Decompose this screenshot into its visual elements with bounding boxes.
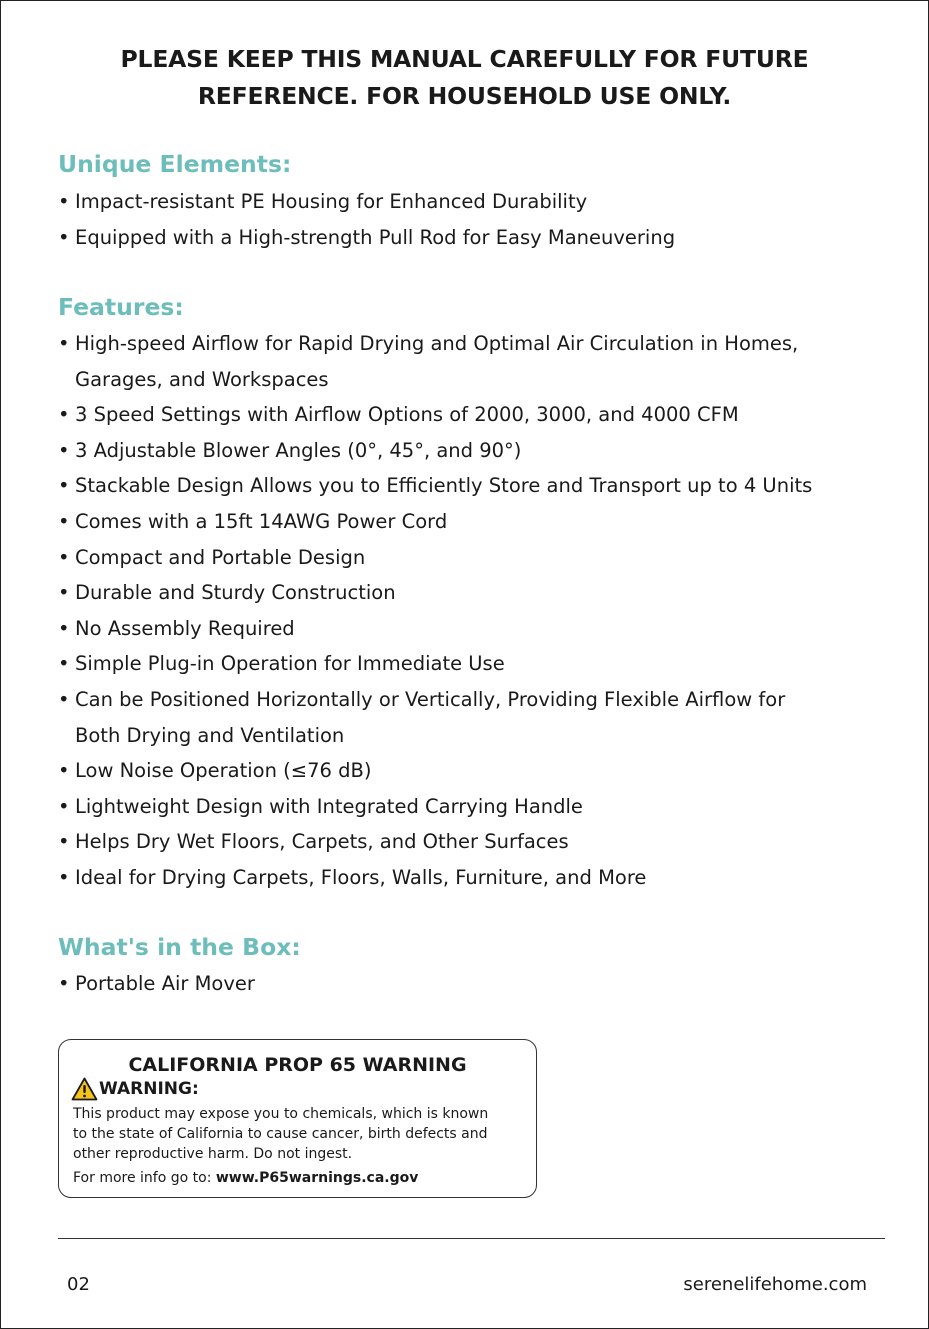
- warning-body-line-3: other reproductive harm. Do not ingest.: [73, 1146, 353, 1162]
- list-item: [58, 789, 878, 825]
- warning-more-url[interactable]: www.P65warnings.ca.gov: [215, 1170, 419, 1186]
- features-list: [58, 326, 878, 896]
- list-item-text: Helps Dry Wet Floors, Carpets, and Other Surfaces: [75, 830, 569, 854]
- footer-divider: [58, 1238, 885, 1239]
- list-item: [58, 611, 878, 647]
- bullet-dot: •: [58, 972, 70, 995]
- list-item-text: Low Noise Operation (≤76 dB): [75, 759, 372, 783]
- list-item: [58, 860, 878, 896]
- bullet-dot: •: [58, 830, 70, 854]
- list-item: [58, 682, 878, 753]
- list-item: [58, 220, 878, 256]
- bullet-dot: •: [58, 225, 70, 249]
- list-item-text: Equipped with a High-strength Pull Rod for Easy Maneuvering: [75, 225, 676, 249]
- list-item-text: Compact and Portable Design: [75, 545, 366, 569]
- header-notice-line-1: PLEASE KEEP THIS MANUAL CAREFULLY FOR FUTURE: [120, 45, 809, 73]
- footer-website[interactable]: serenelifehome.com: [683, 1274, 867, 1295]
- page-number: 02: [67, 1274, 90, 1295]
- bullet-dot: •: [58, 403, 70, 427]
- bullet-dot: •: [58, 794, 70, 818]
- list-item-text: 3 Adjustable Blower Angles (0°, 45°, and 90°): [75, 438, 522, 462]
- list-item: [58, 540, 878, 576]
- box-contents-title: What's in the Box:: [58, 933, 301, 961]
- unique-elements-list: [58, 184, 878, 255]
- list-item-text: Simple Plug-in Operation for Immediate Use: [75, 652, 505, 676]
- list-item-text: Can be Positioned Horizontally or Vertically, Providing Flexible Airflow for Both Drying and Ventilation: [75, 687, 786, 747]
- list-item: [58, 326, 878, 397]
- bullet-dot: •: [58, 581, 70, 605]
- bullet-dot: •: [58, 865, 70, 889]
- prop65-warning-box: [58, 1039, 537, 1198]
- list-item-text: Portable Air Mover: [75, 972, 255, 995]
- list-item-text: High-speed Airflow for Rapid Drying and Optimal Air Circulation in Homes, Garages, and Workspaces: [75, 332, 799, 391]
- bullet-dot: •: [58, 332, 70, 355]
- list-item-text: Ideal for Drying Carpets, Floors, Walls, Furniture, and More: [75, 865, 647, 889]
- list-item-text: Durable and Sturdy Construction: [75, 581, 396, 605]
- list-item: [58, 468, 878, 504]
- bullet-dot: •: [58, 616, 70, 640]
- bullet-dot: •: [58, 759, 70, 783]
- list-item-text: Impact-resistant PE Housing for Enhanced Durability: [75, 190, 588, 213]
- list-item-text: Stackable Design Allows you to Efficiently Store and Transport up to 4 Units: [75, 474, 813, 498]
- list-item: [58, 824, 878, 860]
- warning-body-line-1: This product may expose you to chemicals, which is known: [73, 1106, 489, 1122]
- header-notice-line-2: REFERENCE. FOR HOUSEHOLD USE ONLY.: [197, 82, 732, 110]
- list-item: [58, 646, 878, 682]
- list-item: [58, 433, 878, 469]
- unique-elements-title: Unique Elements:: [58, 150, 292, 178]
- list-item: [58, 184, 878, 220]
- bullet-dot: •: [58, 190, 70, 213]
- bullet-dot: •: [58, 438, 70, 462]
- warning-body-line-2: to the state of California to cause cancer, birth defects and: [73, 1126, 488, 1142]
- prop65-warning-title: CALIFORNIA PROP 65 WARNING: [128, 1054, 467, 1076]
- bullet-dot: •: [58, 545, 70, 569]
- warning-label-row: [71, 1076, 199, 1102]
- warning-triangle-icon: [71, 1077, 98, 1101]
- warning-more-prefix: For more info go to:: [73, 1170, 216, 1186]
- warning-more-info: [73, 1168, 418, 1188]
- list-item-text: 3 Speed Settings with Airflow Options of 2000, 3000, and 4000 CFM: [75, 403, 739, 427]
- list-item: [58, 966, 878, 1002]
- header-notice: [1, 41, 928, 115]
- list-item: [58, 504, 878, 540]
- warning-body: [73, 1104, 529, 1164]
- bullet-dot: •: [58, 652, 70, 676]
- features-title: Features:: [58, 293, 184, 321]
- list-item: [58, 753, 878, 789]
- bullet-dot: •: [58, 687, 70, 711]
- list-item-text: No Assembly Required: [75, 616, 295, 640]
- bullet-dot: •: [58, 474, 70, 498]
- list-item-text: Lightweight Design with Integrated Carrying Handle: [75, 794, 583, 818]
- list-item: [58, 397, 878, 433]
- list-item-text: Comes with a 15ft 14AWG Power Cord: [75, 509, 448, 533]
- list-item: [58, 575, 878, 611]
- bullet-dot: •: [58, 509, 70, 533]
- box-contents-list: [58, 966, 878, 1002]
- warning-label: WARNING:: [99, 1079, 199, 1099]
